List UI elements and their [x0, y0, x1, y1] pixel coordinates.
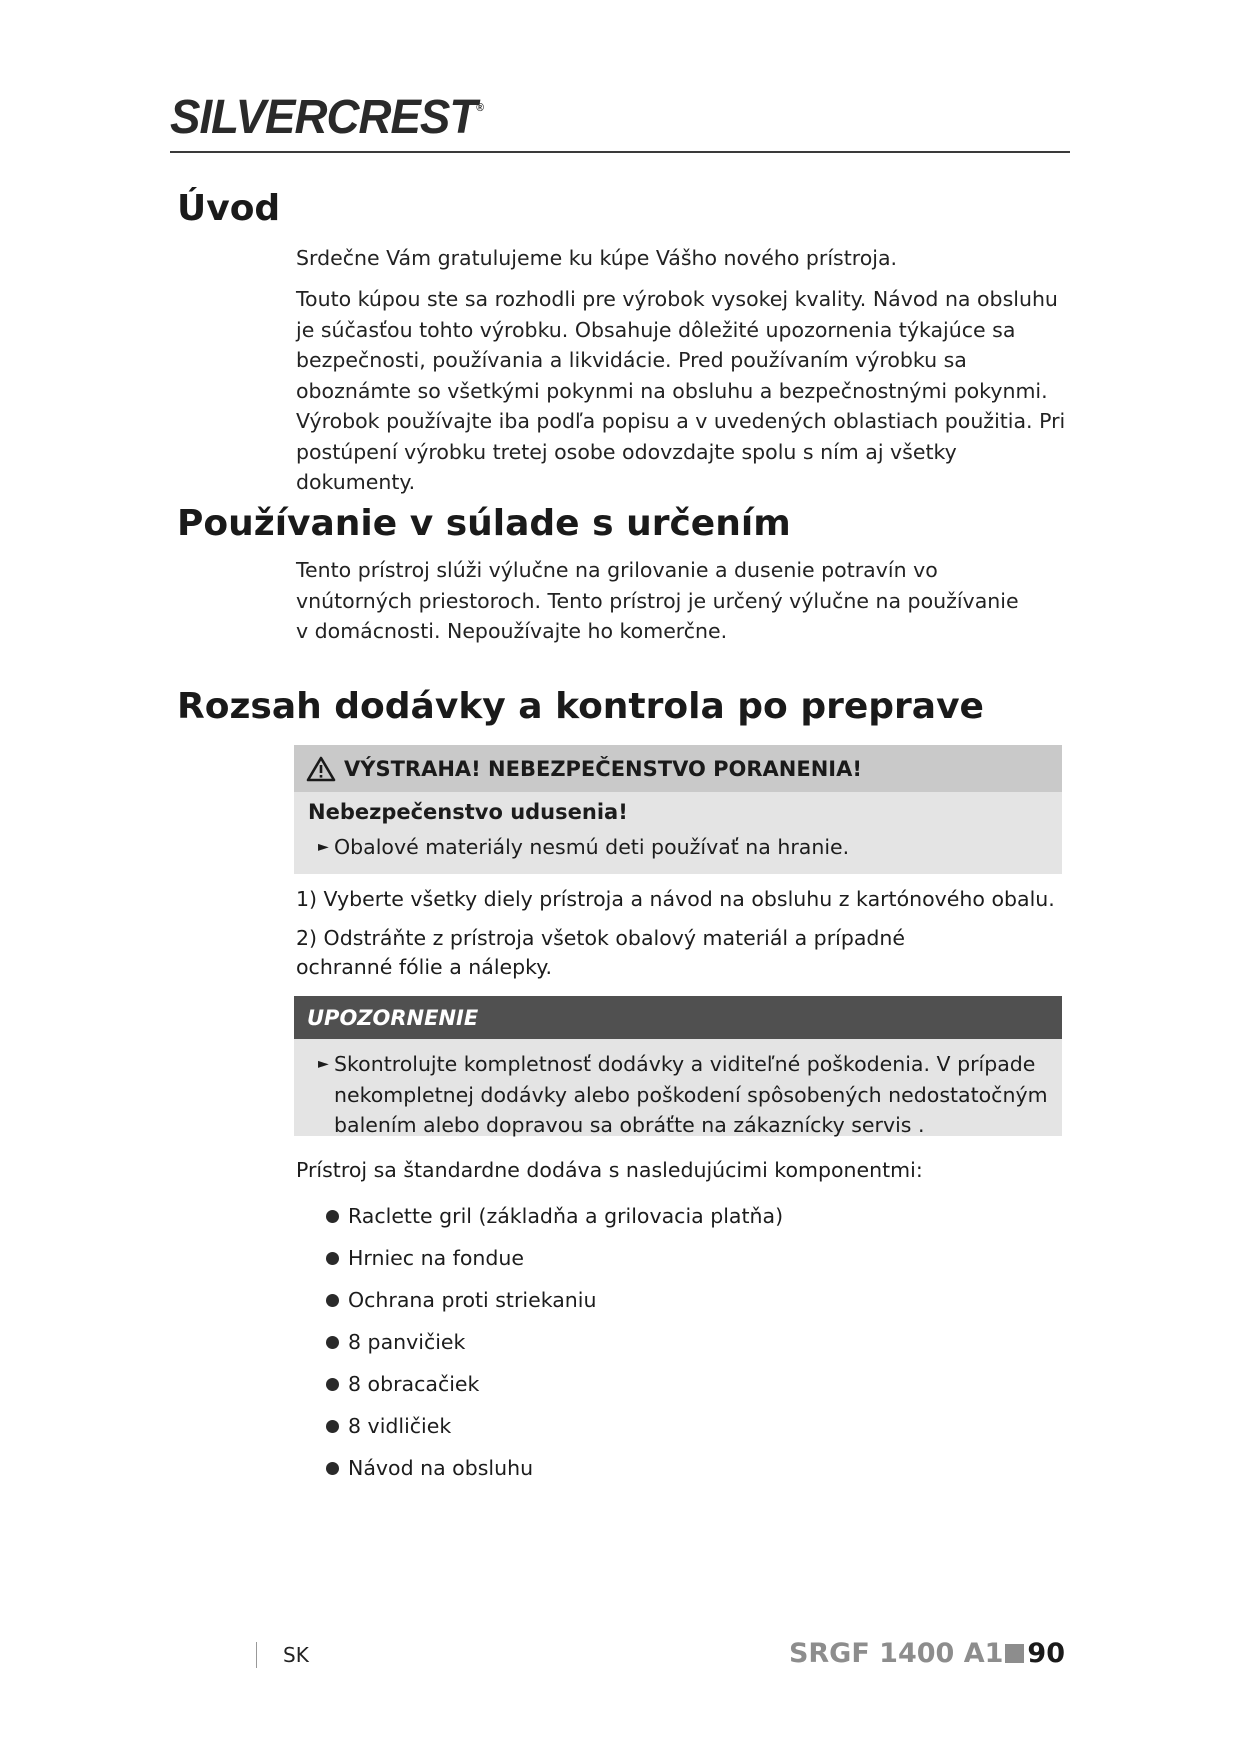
bullet-dot-icon: [326, 1462, 339, 1475]
warning-triangle-icon: [306, 756, 336, 782]
list-item: 8 vidličiek: [326, 1405, 783, 1447]
warning-item: ► Obalové materiály nesmú deti používať na hranie.: [308, 832, 1048, 862]
bullet-dot-icon: [326, 1420, 339, 1433]
note-box: [294, 996, 1062, 1136]
list-item: 8 obracačiek: [326, 1363, 783, 1405]
section-title-pouzivanie: Používanie v súlade s určením: [177, 503, 791, 544]
warning-subheading: Nebezpečenstvo udusenia!: [308, 800, 628, 824]
warning-box: [294, 745, 1062, 874]
list-item: Raclette gril (základňa a grilovacia platňa): [326, 1195, 783, 1237]
brand-logo: SILVERCREST®: [170, 91, 484, 144]
pouzivanie-paragraph: Tento prístroj slúži výlučne na grilovanie a dusenie potravín vo vnútorných priestoroch. Tento prístroj je určený výlučne na používanie v domácnosti. Nepoužívajte ho komerčne.: [296, 558, 1019, 643]
footer-language: SK: [283, 1643, 309, 1667]
bullet-dot-icon: [326, 1294, 339, 1307]
note-body: [294, 1039, 1062, 1136]
list-item: Návod na obsluhu: [326, 1447, 783, 1489]
warning-header: [294, 745, 1062, 792]
section-title-uvod: Úvod: [177, 188, 281, 229]
step-item: 2) Odstráňte z prístroja všetok obalový materiál a prípadné ochranné fólie a nálepky.: [296, 926, 906, 979]
footer-model: SRGF 1400 A1: [788, 1638, 1004, 1669]
bullet-dot-icon: [326, 1210, 339, 1223]
components-list: [326, 1195, 783, 1489]
note-item: ► Skontrolujte kompletnosť dodávky a viditeľné poškodenia. V prípade nekompletnej dodávky alebo poškodení spôsobených nedostatočným balením alebo dopravou sa obráťte na zákaznícky servis .: [308, 1049, 1048, 1141]
list-item: Hrniec na fondue: [326, 1237, 783, 1279]
bullet-dot-icon: [326, 1252, 339, 1265]
uvod-paragraph-2: Touto kúpou ste sa rozhodli pre výrobok vysokej kvality. Návod na obsluhu je súčasťou tohto výrobku. Obsahuje dôležité upozornenia týkajúce sa bezpečnosti, používania a likvidácie. Pred používaním výrobku sa oboznámte so všetkými pokynmi na obsluhu a bezpečnostnými pokynmi. Výrobok používajte iba podľa popisu a v uvedených oblastiach použitia. Pri postúpení výrobku tretej osobe odovzdajte spolu s ním aj všetky dokumenty.: [296, 287, 1066, 494]
header-divider: [170, 151, 1070, 153]
step-item: 1) Vyberte všetky diely prístroja a návod na obsluhu z kartónového obalu.: [296, 887, 1055, 911]
warning-body: [294, 792, 1062, 874]
footer-model-page: [789, 1638, 1065, 1669]
components-intro: Prístroj sa štandardne dodáva s nasledujúcimi komponentmi:: [296, 1158, 923, 1182]
bullet-dot-icon: [326, 1336, 339, 1349]
arrow-bullet-icon: ►: [318, 839, 329, 855]
footer-divider: [256, 1642, 257, 1668]
section-title-rozsah: Rozsah dodávky a kontrola po preprave: [177, 686, 984, 727]
bullet-dot-icon: [326, 1378, 339, 1391]
arrow-bullet-icon: ►: [318, 1056, 329, 1072]
list-item: Ochrana proti striekaniu: [326, 1279, 783, 1321]
square-icon: [1005, 1644, 1024, 1663]
page-number: 90: [1027, 1638, 1065, 1669]
uvod-paragraph-1: Srdečne Vám gratulujeme ku kúpe Vášho nového prístroja.: [296, 246, 898, 270]
unpacking-steps: [296, 885, 1076, 992]
note-header: UPOZORNENIE: [294, 996, 1062, 1039]
list-item: 8 panvičiek: [326, 1321, 783, 1363]
warning-heading: VÝSTRAHA! NEBEZPEČENSTVO PORANENIA!: [344, 756, 862, 781]
